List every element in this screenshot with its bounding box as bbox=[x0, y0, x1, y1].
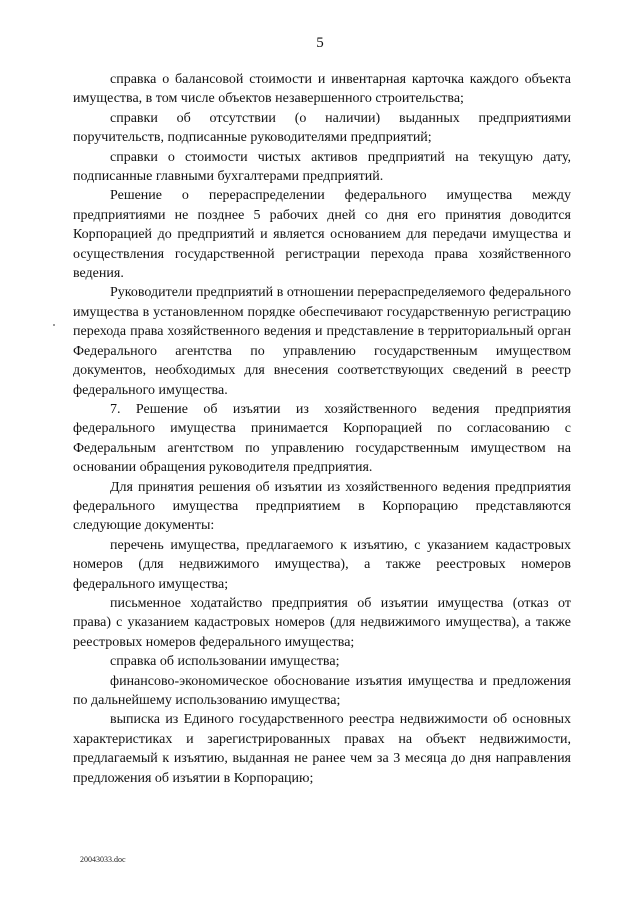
paragraph-property-list: перечень имущества, предлагаемого к изъятию, с указанием кадастровых номеров (для недвижимого имущества), а также реестровых номеров федерального имущества; bbox=[73, 537, 571, 592]
paragraph-managers-registration: Руководители предприятий в отношении перераспределяемого федерального имущества в установленном порядке обеспечивают государственную регистрацию перехода права хозяйственного ведения и представление в территориальный орган Федерального агентства по управлению государственным имуществом документов, необходимых для внесения соответствующих сведений в реестр федерального имущества. bbox=[73, 285, 571, 398]
paragraph-seizure-decision: 7. Решение об изъятии из хозяйственного ведения предприятия федерального имущества принимается Корпорацией по согласованию с Федеральным агентством по управлению государственным имуществом на основании обращения руководителя предприятия. bbox=[73, 401, 571, 476]
paragraph-balance-certificate: справка о балансовой стоимости и инвентарная карточка каждого объекта имущества, в том числе объектов незавершенного строительства; bbox=[73, 72, 571, 107]
file-identifier: 20043033.doc bbox=[80, 855, 126, 864]
paragraph-economic-justification: финансово-экономическое обоснование изъятия имущества и предложения по дальнейшему использованию имущества; bbox=[73, 673, 571, 708]
document-body bbox=[73, 70, 571, 788]
paragraph-redistribution-decision: Решение о перераспределении федерального имущества между предприятиями не позднее 5 рабочих дней со дня его принятия доводится Корпорацией до предприятий и является основанием для передачи имущества и осуществления государственной регистрации перехода права хозяйственного ведения. bbox=[73, 188, 571, 282]
paragraph-usage-certificate: справка об использовании имущества; bbox=[110, 654, 340, 670]
margin-dot bbox=[53, 324, 55, 326]
paragraph-guarantees-certificate: справки об отсутствии (о наличии) выданных предприятиями поручительств, подписанные руководителями предприятий; bbox=[73, 110, 571, 146]
paragraph-net-assets-certificate: справки о стоимости чистых активов предприятий на текущую дату, подписанные главными бухгалтерами предприятий. bbox=[73, 149, 571, 185]
paragraph-registry-extract: выписка из Единого государственного реестра недвижимости об основных характеристиках и зарегистрированных правах на объект недвижимости, предлагаемый к изъятию, выданная не ранее чем за 3 месяца до дня направления предложения об изъятии в Корпорацию; bbox=[73, 712, 571, 786]
paragraph-documents-required: Для принятия решения об изъятии из хозяйственного ведения предприятия федерального имущества предприятием в Корпорацию представляются следующие документы: bbox=[73, 479, 571, 534]
page-number: 5 bbox=[316, 35, 324, 51]
paragraph-written-petition: письменное ходатайство предприятия об изъятии имущества (отказ от права) с указанием кадастровых номеров (для недвижимого имущества), а также реестровых номеров федерального имущества; bbox=[73, 595, 571, 650]
